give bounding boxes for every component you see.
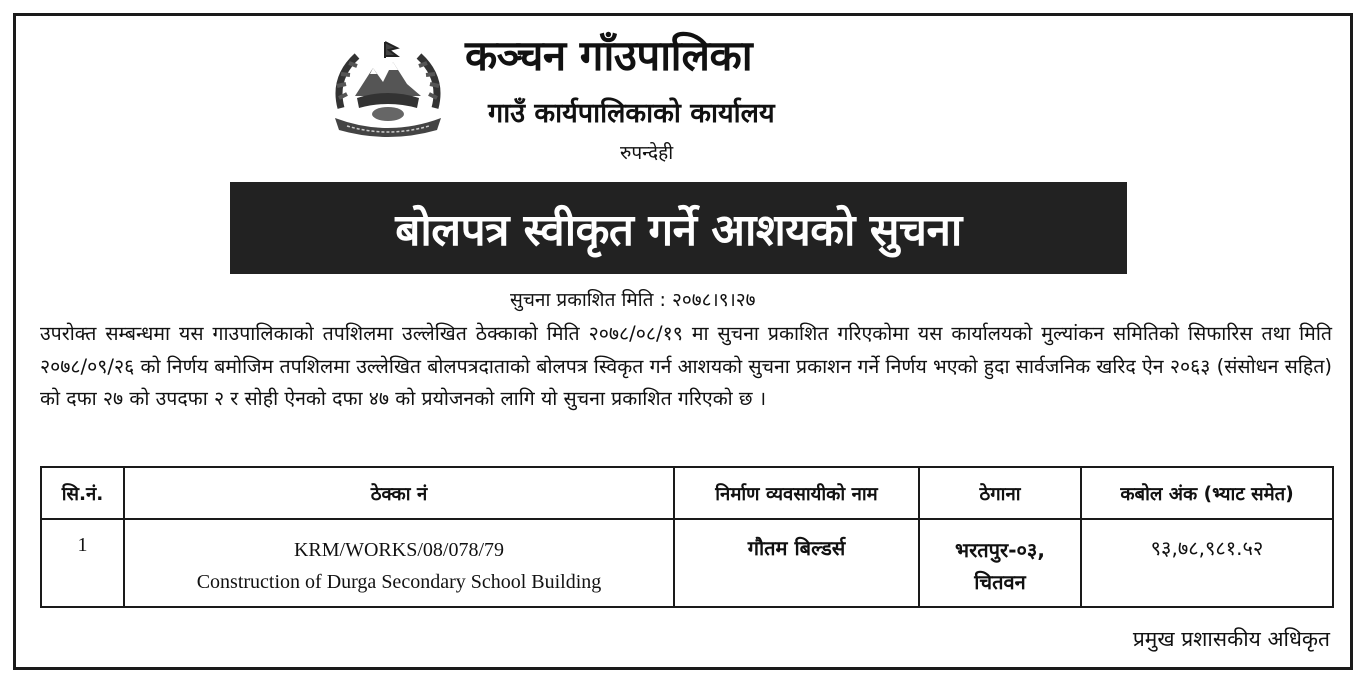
header-sn: सि.नं. bbox=[41, 467, 124, 519]
header-builder: निर्माण व्यवसायीको नाम bbox=[674, 467, 919, 519]
district-name: रुपन्देही bbox=[620, 142, 674, 164]
notice-body-paragraph: उपरोक्त सम्बन्धमा यस गाउपालिकाको तपशिलमा उल्लेखित ठेक्काको मिति २०७८/०८/१९ मा सुचना प्रकाशित गरिएकोमा यस कार्यालयको मुल्यांकन समितिको सिफारिस तथा मिति २०७८/०९/२६ को निर्णय बमोजिम तपशिलमा उल्लेखित बोलपत्रदाताको बोलपत्र स्विकृत गर्न आशयको सुचना प्रकाशन गर्ने निर्णय भएको हुदा सार्वजनिक खरिद ऐन २०६३ (संसोधन सहित) को दफा २७ को उपदफा २ र सोही ऐनको दफा ४७ को प्रयोजनको लागि यो सुचना प्रकाशित गरिएको छ । bbox=[40, 322, 1332, 410]
notice-title: बोलपत्र स्वीकृत गर्ने आशयको सुचना bbox=[395, 205, 962, 256]
notice-title-banner bbox=[230, 182, 1127, 274]
cell-sn: 1 bbox=[41, 519, 124, 607]
header-bid-amount: कबोल अंक (भ्याट समेत) bbox=[1081, 467, 1333, 519]
office-name: गाउँ कार्यपालिकाको कार्यालय bbox=[488, 98, 775, 129]
publication-date-line bbox=[510, 286, 910, 314]
nepal-emblem-icon bbox=[327, 38, 449, 138]
cell-bid-amount: ९३,७८,९८१.५२ bbox=[1081, 519, 1333, 607]
address-line-2: चितवन bbox=[974, 570, 1026, 594]
signatory-title: प्रमुख प्रशासकीय अधिकृत bbox=[1132, 627, 1330, 651]
municipality-name: कञ्चन गाँउपालिका bbox=[465, 31, 753, 80]
table-header-row bbox=[41, 467, 1333, 519]
cell-builder: गौतम बिल्डर्स bbox=[674, 519, 919, 607]
publication-date-label: सुचना प्रकाशित मिति : bbox=[510, 289, 666, 311]
cell-address bbox=[919, 519, 1081, 607]
contract-description: Construction of Durga Secondary School Building bbox=[196, 571, 602, 593]
table-row bbox=[41, 519, 1333, 607]
contract-number: KRM/WORKS/08/078/79 bbox=[293, 539, 505, 561]
publication-date-value: २०७८।९।२७ bbox=[671, 289, 756, 311]
address-line-1: भरतपुर-०३, bbox=[955, 538, 1045, 562]
header-contract-no: ठेक्का नं bbox=[124, 467, 674, 519]
bid-table bbox=[40, 466, 1334, 608]
cell-contract bbox=[124, 519, 674, 607]
header-address: ठेगाना bbox=[919, 467, 1081, 519]
